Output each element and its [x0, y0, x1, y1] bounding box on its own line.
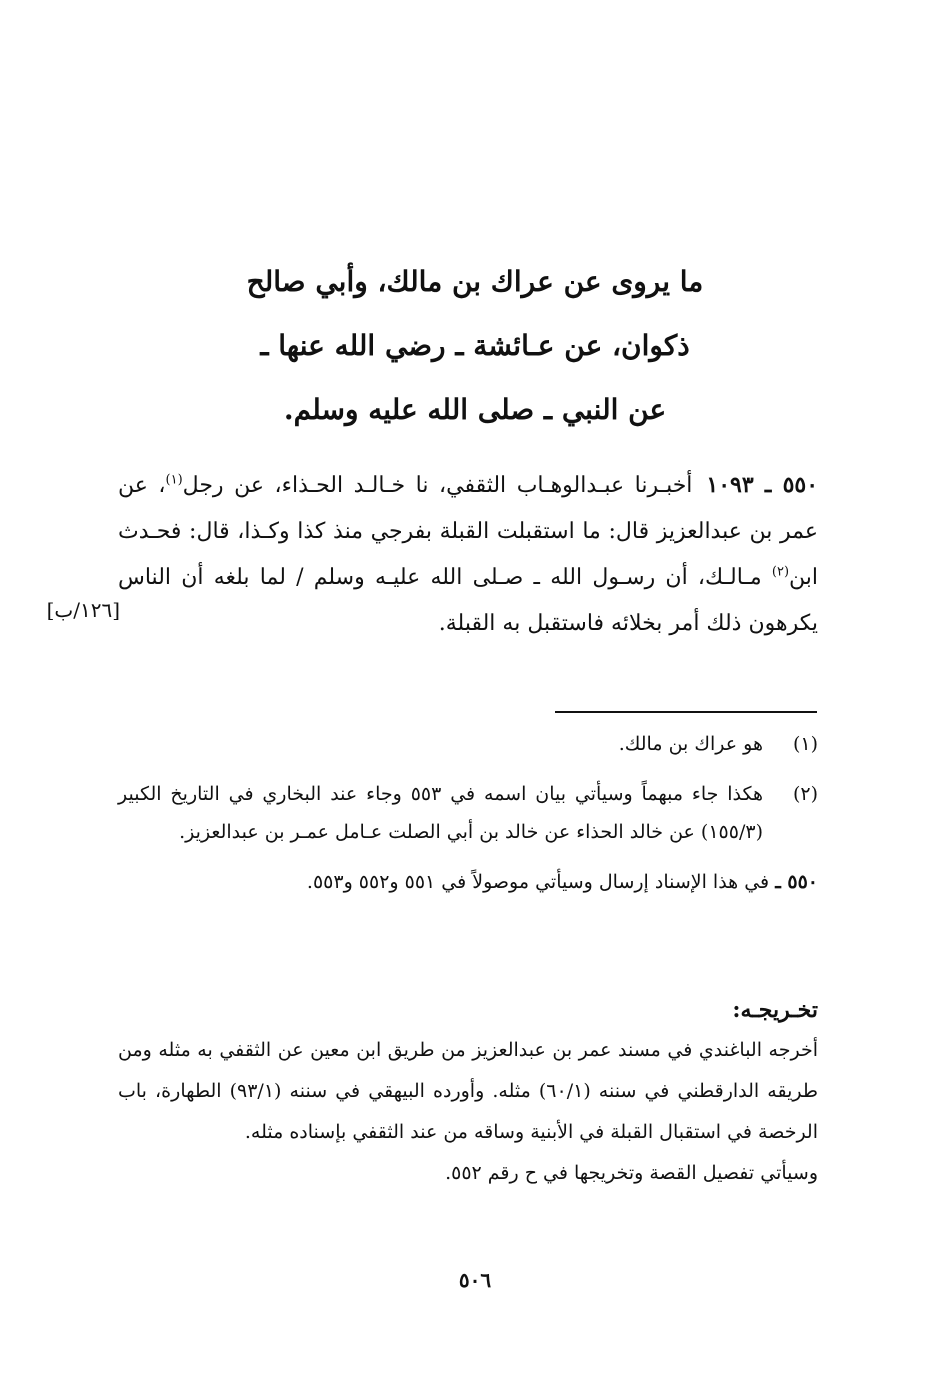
takhrij-paragraph-1: أخرجه الباغندي في مسند عمر بن عبدالعزيز من طريق ابن معين عن الثقفي به مثله ومن طريقه الدارقطني في سننه (٦٠/١) مثله. وأورده البيهقي في سننه (٩٣/١) الطهارة، باب الرخصة في استقبال القبلة في الأبنية وساقه من عند الثقفي بإسناده مثله. [118, 1039, 818, 1143]
hadith-number: ٥٥٠ ـ ١٠٩٣ [706, 472, 819, 498]
page-number: ٥٠٦ [458, 1268, 492, 1292]
chapter-title-line-2: ذكوان، عن عـائشة ـ رضي الله عنها ـ [260, 329, 690, 362]
footnote-1 [118, 725, 818, 763]
chapter-title [100, 250, 850, 442]
footnote-2 [118, 775, 818, 851]
footnote-2-mark: (٢) [792, 783, 818, 805]
chapter-title-line-3: عن النبي ـ صلى الله عليه وسلم. [283, 393, 667, 426]
footnotes-section [118, 725, 818, 901]
footnote-divider [555, 711, 817, 713]
hadith-text-part-1: أخبـرنا عبـدالوهـاب الثقفي، نا خـالـد الحـذاء، عن رجل [182, 473, 693, 498]
footnote-1-text: هو عراك بن مالك. [618, 733, 763, 755]
hadith-text-part-3: مـالـك، أن رسـول الله ـ صـلى الله عليـه وسلم / لما بلغه أن الناس يكرهون ذلك أمر بخلائه فاستقبل به القبلة. [118, 565, 818, 636]
hadith-block [118, 462, 818, 647]
manuscript-folio-reference: [١٢٦/ب] [46, 598, 120, 622]
takhrij-paragraph-2: وسيأتي تفصيل القصة وتخريجها في ح رقم ٥٥٢. [445, 1162, 818, 1184]
footnote-ref-2: (٢) [771, 564, 790, 580]
footnote-2-text: هكذا جاء مبهماً وسيأتي بيان اسمه في ٥٥٣ وجاء عند البخاري في التاريخ الكبير (١٥٥/٣) عن خالد الحذاء عن خالد بن أبي الصلت عـامل عمـر بن عبدالعزيز. [118, 783, 764, 843]
hadith-text [118, 462, 818, 647]
hadith-text-part-2: ، عن عمر بن عبدالعزيز قال: ما استقبلت القبلة بفرجي منذ كذا وكـذا، قال: فحـدث ابن [118, 473, 818, 590]
chapter-title-line-1: ما يروى عن عراك بن مالك، وأبي صالح [246, 265, 704, 298]
takhrij-section [118, 990, 818, 1194]
footnote-ref-1: (١) [165, 472, 183, 488]
isnad-note-text: في هذا الإسناد إرسال وسيأتي موصولاً في ٥٥١ و٥٥٢ و٥٥٣. [306, 871, 776, 893]
isnad-note [118, 863, 818, 901]
isnad-note-number: ٥٥٠ ـ [775, 871, 818, 893]
footnote-1-mark: (١) [792, 733, 818, 755]
takhrij-heading: تخـريجـه: [732, 997, 818, 1023]
